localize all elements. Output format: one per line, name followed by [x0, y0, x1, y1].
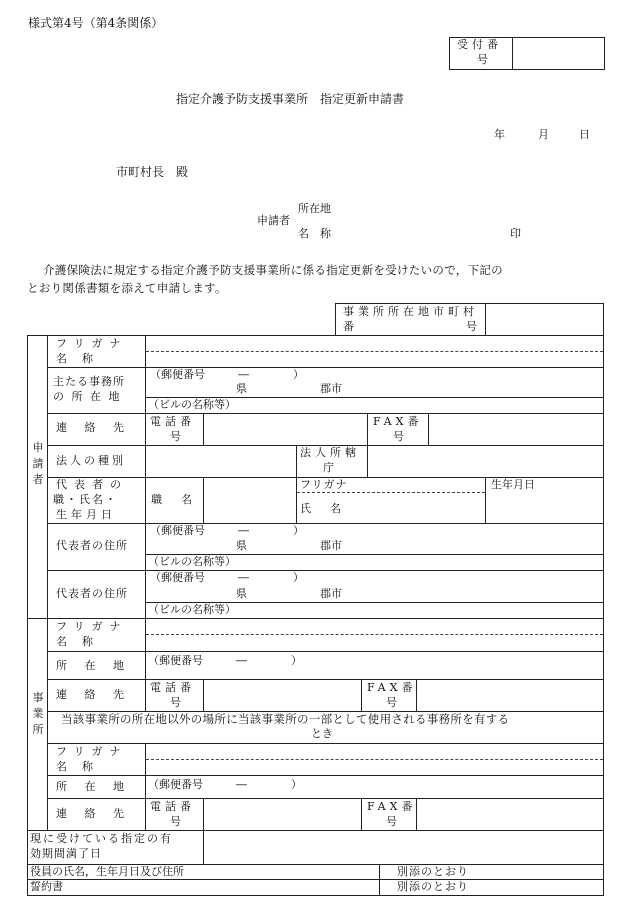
main-office-label: 主たる事務所 — [53, 375, 125, 388]
applicant-section-label: 申請者 — [32, 441, 44, 486]
sub-office-furigana-label: フリガナ — [56, 745, 128, 758]
rep-label-3: 生年月日 — [56, 508, 116, 521]
sub-office-contact-label: 連 絡 先 — [56, 807, 131, 820]
office-name-field[interactable] — [150, 636, 600, 650]
rep-building-name-2: （ビルの名称等） — [148, 603, 236, 616]
authority-label-2: 庁 — [323, 461, 334, 474]
office-fax-field[interactable] — [421, 686, 598, 706]
birthdate-label: 生年月日 — [491, 478, 535, 491]
page-title: 指定介護予防支援事業所 指定更新申請書 — [176, 92, 405, 106]
sub-office-fax-label: FAX番 — [367, 800, 417, 813]
pledge-attached: 別添のとおり — [397, 880, 469, 893]
office-section-label: 事業所 — [32, 691, 44, 736]
applicant-furigana-field[interactable] — [150, 335, 600, 350]
sub-office-postal-code: （郵便番号 ― ） — [148, 778, 302, 791]
rep-label-2: 職・氏名・ — [53, 493, 118, 506]
other-office-note-2: とき — [311, 727, 333, 740]
corp-type-label: 法人の種別 — [56, 454, 126, 467]
expiry-field[interactable] — [208, 836, 598, 858]
rep-label: 代表者の — [56, 478, 128, 491]
rep-prefecture-label: 県 — [236, 539, 247, 552]
reception-number-field[interactable] — [519, 44, 599, 62]
tel-label-2: 号 — [170, 430, 181, 443]
city-code-label-2a: 番 — [343, 320, 354, 333]
sub-office-address-label: 所 在 地 — [56, 780, 131, 793]
applicant-name-label: 名 称 — [56, 352, 95, 365]
addressee: 市町村長 殿 — [116, 165, 189, 179]
sub-office-name-field[interactable] — [150, 760, 600, 774]
rep-county-city-label: 郡市 — [320, 539, 342, 552]
sub-office-tel-field[interactable] — [208, 805, 357, 825]
expiry-label-2: 効期間満了日 — [30, 847, 102, 860]
authority-field[interactable] — [372, 452, 598, 472]
other-office-note: 当該事業所の所在地以外の場所に当該事業所の一部として使用される事務所を有する — [61, 712, 510, 726]
applicant-name-field[interactable] — [150, 353, 600, 366]
sub-office-furigana-field[interactable] — [150, 744, 600, 758]
rep-building-name: （ビルの名称等） — [148, 555, 236, 568]
date-month: 月 — [538, 128, 549, 141]
tel-field[interactable] — [208, 420, 363, 440]
body-text-line1: 介護保険法に規定する指定介護予防支援事業所に係る指定更新を受けたいので，下記の — [43, 263, 503, 277]
fax-field[interactable] — [433, 420, 598, 440]
main-office-label-2: の 所 在 地 — [53, 390, 122, 403]
rep-address-label-2: 代表者の住所 — [56, 587, 128, 600]
rep-furigana-label: フリガナ — [300, 478, 348, 491]
date-day: 日 — [579, 128, 590, 141]
prefecture-label: 県 — [236, 382, 247, 395]
office-tel-field[interactable] — [208, 686, 357, 706]
date-year: 年 — [494, 128, 505, 141]
position-label: 職 名 — [151, 493, 196, 506]
form-number: 様式第4号（第4条関係） — [28, 16, 164, 30]
office-fax-label-2: 号 — [386, 696, 397, 709]
office-contact-label: 連 絡 先 — [56, 688, 131, 701]
city-code-field[interactable] — [490, 310, 598, 330]
office-furigana-label: フリガナ — [56, 620, 128, 633]
sub-office-fax-label-2: 号 — [386, 815, 397, 828]
fax-label-2: 号 — [393, 430, 404, 443]
office-tel-label-2: 号 — [170, 696, 181, 709]
county-city-label: 郡市 — [320, 382, 342, 395]
contact-label: 連 絡 先 — [56, 421, 131, 434]
sub-office-tel-label: 電話番 — [150, 800, 195, 813]
pledge-label: 誓約書 — [30, 880, 63, 893]
city-code-label-2b: 号 — [466, 320, 477, 333]
seal-mark: 印 — [510, 227, 521, 240]
officers-attached: 別添のとおり — [397, 865, 469, 878]
sub-office-name-label: 名 称 — [56, 760, 95, 773]
tel-label: 電話番 — [150, 415, 195, 428]
birthdate-field[interactable] — [491, 495, 599, 519]
sub-office-tel-label-2: 号 — [170, 815, 181, 828]
name-label: 名 称 — [298, 227, 331, 240]
position-field[interactable] — [208, 485, 292, 515]
office-address-label: 所 在 地 — [56, 659, 131, 672]
office-postal-code: （郵便番号 ― ） — [148, 654, 302, 667]
reception-number-label: 受付番 — [457, 38, 502, 51]
location-label: 所在地 — [298, 202, 331, 215]
furigana-label: フリガナ — [56, 337, 128, 350]
rep-address-label: 代表者の住所 — [56, 539, 128, 552]
office-fax-label: FAX番 — [367, 681, 417, 694]
office-name-label: 名 称 — [56, 635, 95, 648]
sub-office-fax-field[interactable] — [421, 805, 598, 825]
fax-label: FAX番 — [373, 415, 423, 428]
officers-label: 役員の氏名，生年月日及び住所 — [30, 865, 184, 878]
applicant-label: 申請者 — [257, 214, 290, 227]
reception-number-label-2: 号 — [477, 53, 488, 66]
authority-label: 法人所轄 — [300, 446, 360, 459]
corp-type-field[interactable] — [150, 452, 290, 472]
rep-name-label: 氏 名 — [300, 502, 345, 515]
office-tel-label: 電話番 — [150, 681, 195, 694]
rep-name-field[interactable] — [345, 500, 480, 520]
rep-postal-code: （郵便番号 ― ） — [150, 524, 304, 537]
expiry-label: 現に受けている指定の有 — [30, 832, 173, 845]
rep-county-city-label-2: 郡市 — [320, 587, 342, 600]
postal-code: （郵便番号 ― ） — [150, 368, 304, 381]
body-text-line2: とおり関係書類を添えて申請します。 — [27, 281, 227, 295]
office-furigana-field[interactable] — [150, 619, 600, 633]
city-code-label: 事業所所在地市町村 — [343, 305, 478, 318]
building-name: （ビルの名称等） — [148, 398, 236, 411]
rep-postal-code-2: （郵便番号 ― ） — [150, 571, 304, 584]
rep-prefecture-label-2: 県 — [236, 587, 247, 600]
